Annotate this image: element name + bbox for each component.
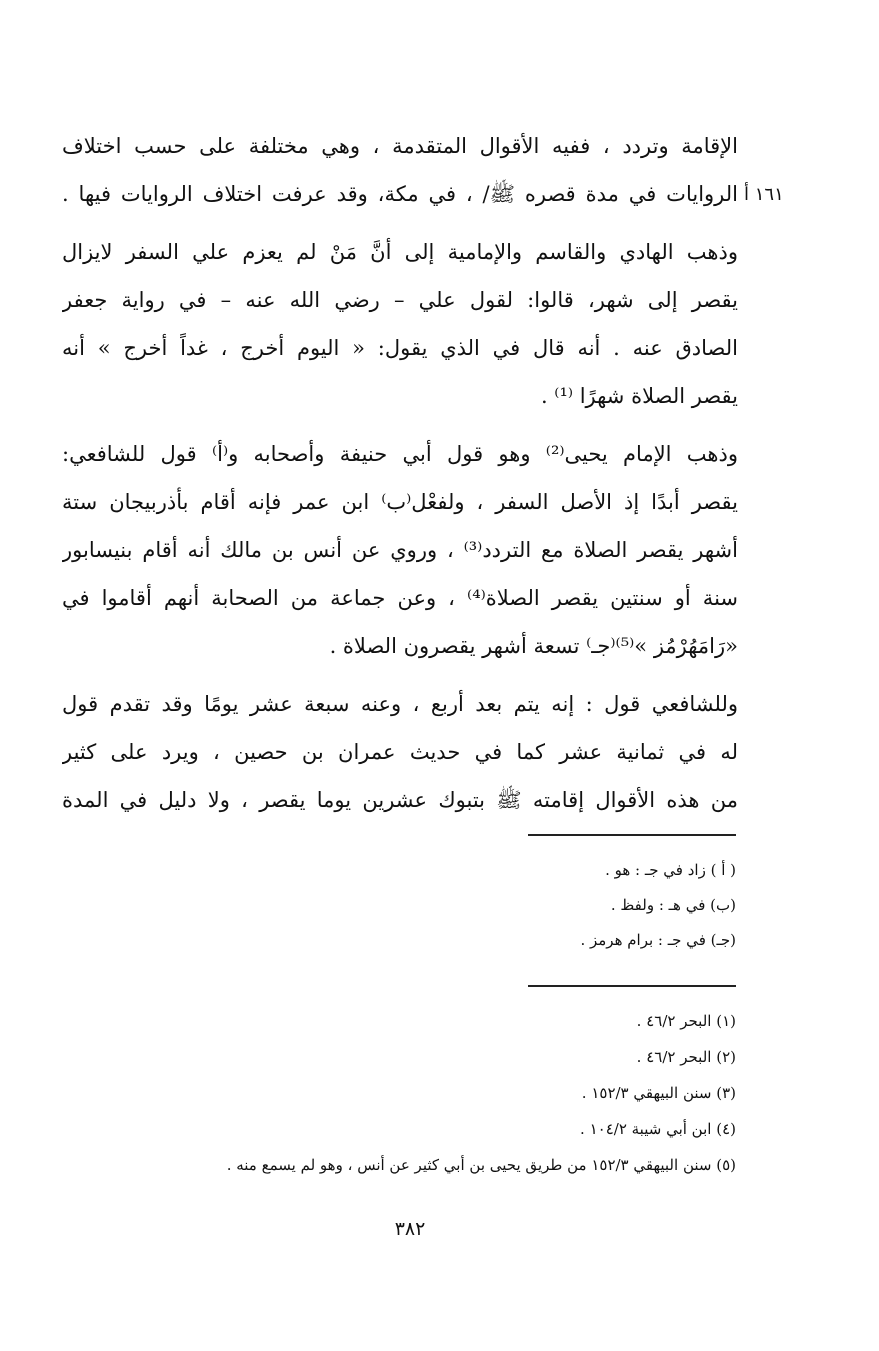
text-line: يقصر أبدًا إذ الأصل السفر ، ولفعْل⁽ب⁾ ابن عمر فإنه أقام بأذربيجان ستة (62, 490, 738, 514)
text-line: الإقامة وتردد ، ففيه الأقوال المتقدمة ، وهي مختلفة على حسب اختلاف (62, 134, 738, 158)
footnote: (٢) البحر ٤٦/٢ . (636, 1048, 736, 1066)
text-line: الروايات في مدة قصره ﷺ/ ، في مكة، وقد عرفت اختلاف الروايات فيها . (62, 182, 738, 206)
footnote: (٥) سنن البيهقي ١٥٢/٣ من طريق يحيى بن أبي كثير عن أنس ، وهو لم يسمع منه . (226, 1156, 736, 1174)
source-footnotes (227, 1003, 736, 1183)
text-line: وذهب الهادي والقاسم والإمامية إلى أنَّ مَنْ لم يعزم علي السفر لايزال (62, 240, 738, 264)
text-line: له في ثمانية عشر كما في حديث عمران بن حصين ، ويرد على كثير (62, 740, 738, 764)
text-line: يقصر الصلاة شهرًا ⁽¹⁾ . (540, 384, 738, 408)
footnote-divider-variants (528, 834, 736, 836)
footnote: (٤) ابن أبي شيبة ١٠٤/٢ . (580, 1120, 736, 1138)
text-line: من هذه الأقوال إقامته ﷺ بتبوك عشرين يوما يقصر ، ولا دليل في المدة (62, 788, 738, 812)
footnote: (ب) في هـ : ولفظ . (610, 896, 736, 914)
footnote: (١) البحر ٤٦/٢ . (636, 1012, 736, 1030)
text-line: وللشافعي قول : إنه يتم بعد أربع ، وعنه سبعة عشر يومًا وقد تقدم قول (62, 692, 738, 716)
text-line: أشهر يقصر الصلاة مع التردد⁽³⁾ ، وروي عن أنس بن مالك أنه أقام بنيسابور (62, 538, 738, 562)
text-line: وذهب الإمام يحيى⁽²⁾ وهو قول أبي حنيفة وأصحابه و⁽أ⁾ قول للشافعي: (62, 442, 738, 466)
text-line: يقصر إلى شهر، قالوا: لقول علي – رضي الله عنه – في رواية جعفر (62, 288, 738, 312)
text-line: «رَامَهُرْمُز »⁽⁵⁾⁽جـ⁾ تسعة أشهر يقصرون الصلاة . (329, 634, 738, 658)
footnote: (٣) سنن البيهقي ١٥٢/٣ . (581, 1084, 736, 1102)
footnote-divider-sources (528, 985, 736, 987)
footnote: ( أ ) زاد في جـ : هو . (605, 861, 736, 879)
main-text-block (62, 122, 738, 824)
page-number: ٣٨٢ (394, 1218, 426, 1240)
footnote: (جـ) في جـ : برام هرمز . (580, 931, 736, 949)
text-line: سنة أو سنتين يقصر الصلاة⁽⁴⁾ ، وعن جماعة من الصحابة أنهم أقاموا في (62, 586, 738, 610)
variant-footnotes (580, 853, 736, 958)
text-line: الصادق عنه . أنه قال في الذي يقول: « اليوم أخرج ، غداً أخرج » أنه (62, 336, 738, 360)
manuscript-folio-reference: ١٦١ أ (744, 184, 784, 205)
